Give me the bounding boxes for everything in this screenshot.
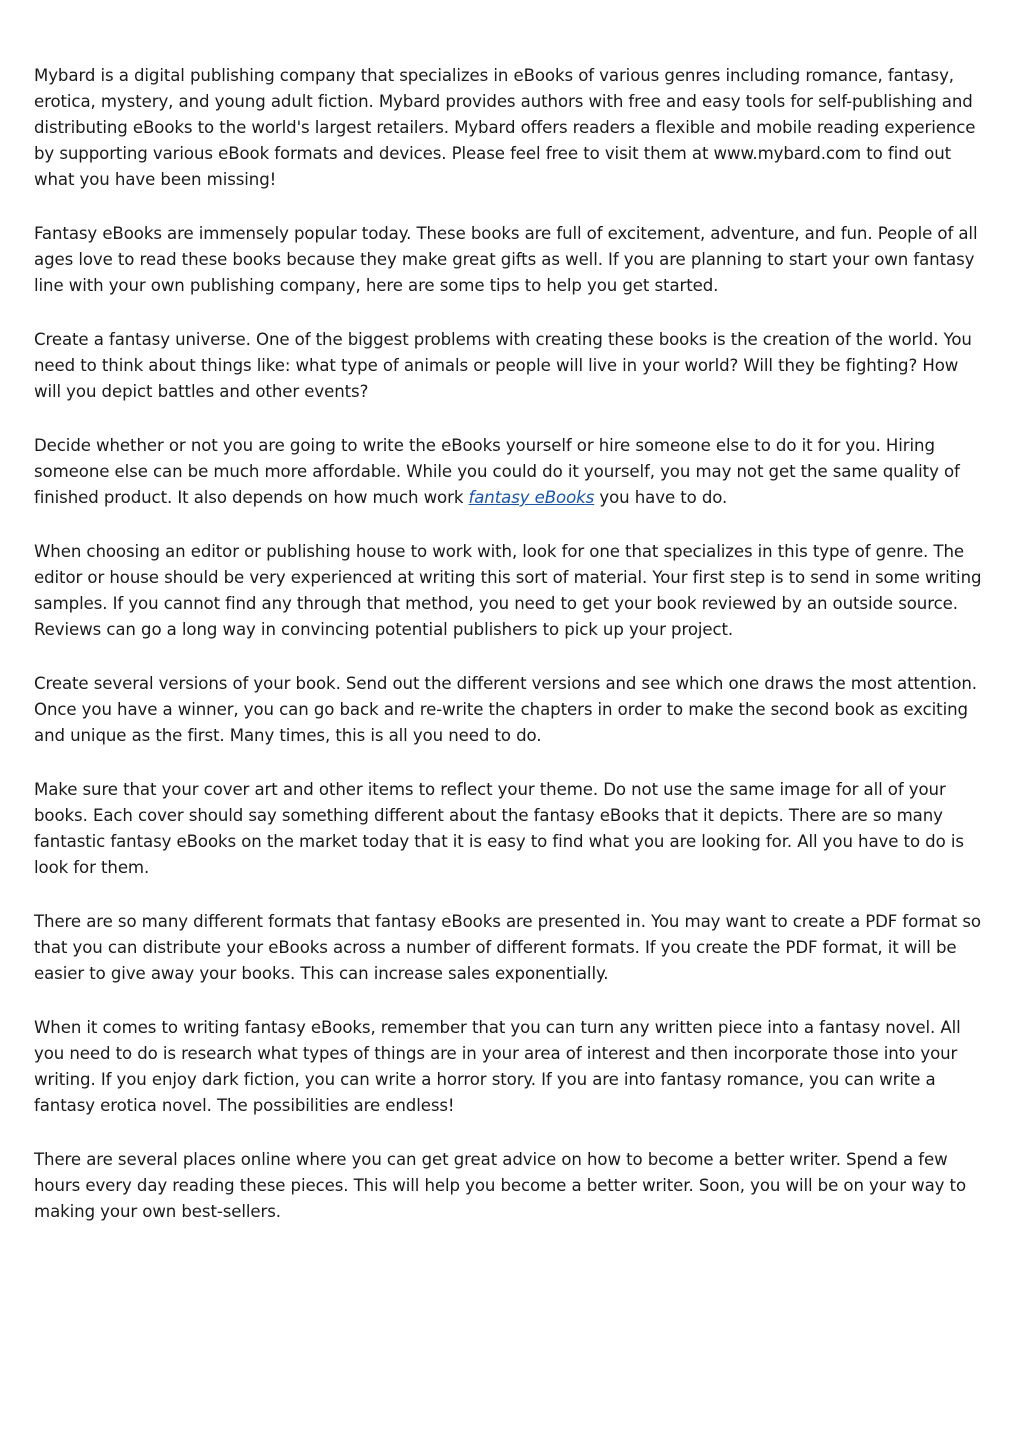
- paragraph-5: When choosing an editor or publishing house to work with, look for one that specializes in this type of genre. The editor or house should be very experienced at writing this sort of material. Your first step is to send in some writing samples. If you cannot find any through that method, you need to get your book reviewed by an outside source. Reviews can go a long way in convincing potential publishers to pick up your project.: [34, 542, 982, 639]
- paragraph-6: Create several versions of your book. Send out the different versions and see which one draws the most attention. Once you have a winner, you can go back and re-write the chapters in order to make the second book as exciting and unique as the first. Many times, this is all you need to do.: [34, 674, 977, 745]
- paragraph-4-text-before: Decide whether or not you are going to write the eBooks yourself or hire someone else to do it for you. Hiring someone else can be much more affordable. While you could do it yourself, you may not get the same quality of finished product. It also depends on how much work: [34, 436, 960, 507]
- paragraph-9: When it comes to writing fantasy eBooks, remember that you can turn any written piece into a fantasy novel. All you need to do is research what types of things are in your area of interest and then incorporate those into your writing. If you enjoy dark fiction, you can write a horror story. If you are into fantasy romance, you can write a fantasy erotica novel. The possibilities are endless!: [34, 1018, 961, 1115]
- paragraph-10: There are several places online where you can get great advice on how to become a better writer. Spend a few hours every day reading these pieces. This will help you become a better writer. Soon, you will be on your way to making your own best-sellers.: [34, 1150, 967, 1221]
- paragraph-7: Make sure that your cover art and other items to reflect your theme. Do not use the same image for all of your books. Each cover should say something different about the fantasy eBooks that it depicts. There are so many fantastic fantasy eBooks on the market today that it is easy to find what you are looking for. All you have to do is look for them.: [34, 780, 964, 877]
- paragraph-4-text-after: you have to do.: [594, 488, 728, 507]
- paragraph-1: Mybard is a digital publishing company that specializes in eBooks of various genres including romance, fantasy, erotica, mystery, and young adult fiction. Mybard provides authors with free and easy tools for self-publishing and distributing eBooks to the world's largest retailers. Mybard offers readers a flexible and mobile reading experience by supporting various eBook formats and devices. Please feel free to visit them at www.mybard.com to find out what you have been missing!: [34, 66, 976, 189]
- paragraph-4: [34, 433, 990, 511]
- paragraph-8: There are so many different formats that fantasy eBooks are presented in. You may want to create a PDF format so that you can distribute your eBooks across a number of different formats. If you create the PDF format, it will be easier to give away your books. This can increase sales exponentially.: [34, 912, 981, 983]
- paragraph-3: Create a fantasy universe. One of the biggest problems with creating these books is the creation of the world. You need to think about things like: what type of animals or people will live in your world? Will they be fighting? How will you depict battles and other events?: [34, 330, 972, 401]
- paragraph-2: Fantasy eBooks are immensely popular today. These books are full of excitement, adventure, and fun. People of all ages love to read these books because they make great gifts as well. If you are planning to start your own fantasy line with your own publishing company, here are some tips to help you get started.: [34, 224, 978, 295]
- fantasy-ebooks-link[interactable]: fantasy eBooks: [468, 488, 595, 507]
